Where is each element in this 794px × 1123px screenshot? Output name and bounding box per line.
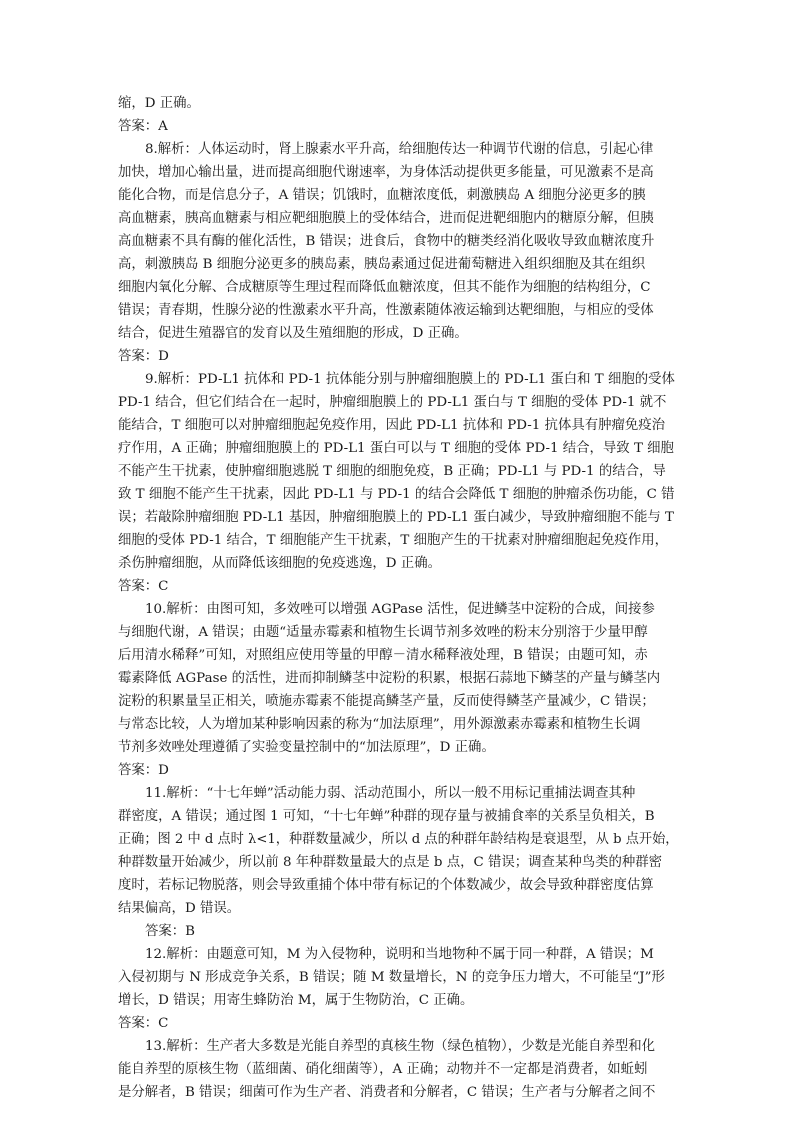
- text-line: 缩，D 正确。: [118, 96, 200, 111]
- explanation-9-line: 9.解析：PD-L1 抗体和 PD-1 抗体能分别与肿瘤细胞膜上的 PD-L1 蛋白和 T 细胞的受体: [145, 372, 675, 387]
- explanation-13-line: 13.解析：生产者大多数是光能自养型的真核生物（绿色植物），少数是光能自养型和化: [145, 1039, 656, 1054]
- text-line: 高血糖素，胰高血糖素与相应靶细胞膜上的受体结合，进而促进靶细胞内的糖原分解，但胰: [118, 211, 654, 226]
- text-line: 杀伤肿瘤细胞，从而降低该细胞的免疫逃逸，D 正确。: [118, 556, 441, 571]
- text-line: 种群数量开始减少，所以前 8 年种群数量最大的点是 b 点，C 错误；调查某种鸟类的种群密: [118, 855, 663, 870]
- explanation-8-line: 8.解析：人体运动时，肾上腺素水平升高，给细胞传达一种调节代谢的信息，引起心律: [145, 142, 654, 157]
- text-line: 能化合物，而是信息分子，A 错误；饥饿时，血糖浓度低，刺激胰岛 A 细胞分泌更多的胰: [118, 188, 646, 203]
- text-line: 霉素降低 AGPase 的活性，进而抑制鳞茎中淀粉的积累，根据石蒜地下鳞茎的产量与鳞茎内: [118, 671, 661, 686]
- text-line: 错误；青春期，性腺分泌的性激素水平升高，性激素随体液运输到达靶细胞，与相应的受体: [118, 303, 654, 318]
- text-line: 能结合，T 细胞可以对肿瘤细胞起免疫作用，因此 PD-L1 抗体和 PD-1 抗体具有肿瘤免疫治: [118, 418, 666, 433]
- text-line: 度时，若标记物脱落，则会导致重捕个体中带有标记的个体数减少，故会导致种群密度估算: [118, 878, 654, 893]
- text-line: 高血糖素不具有酶的催化活性，B 错误；进食后，食物中的糖类经消化吸收导致血糖浓度升: [118, 234, 655, 249]
- text-line: 结合，促进生殖器官的发育以及生殖细胞的形成，D 正确。: [118, 326, 468, 341]
- answer-line: 答案：A: [118, 119, 168, 134]
- text-line: 不能产生干扰素，使肿瘤细胞逃脱 T 细胞的细胞免疫，B 正确；PD-L1 与 PD-1 的结合，导: [118, 464, 666, 479]
- explanation-12-line: 12.解析：由题意可知，M 为入侵物种，说明和当地物种不属于同一种群，A 错误；M: [145, 947, 654, 962]
- text-line: 节剂多效唑处理遵循了实验变量控制中的“加法原理”，D 正确。: [118, 740, 495, 755]
- text-line: 误；若敲除肿瘤细胞 PD-L1 基因，肿瘤细胞膜上的 PD-L1 蛋白减少，导致肿瘤细胞不能与 T: [118, 510, 674, 525]
- text-line: 疗作用，A 正确；肿瘤细胞膜上的 PD-L1 蛋白可以与 T 细胞的受体 PD-1 结合，导致 T 细胞: [118, 441, 674, 456]
- text-line: 是分解者，B 错误；细菌可作为生产者、消费者和分解者，C 错误；生产者与分解者之间不: [118, 1085, 656, 1100]
- text-line: 细胞内氧化分解、合成糖原等生理过程而降低血糖浓度，但其不能作为细胞的结构组分，C: [118, 280, 651, 295]
- text-line: 群密度，A 错误；通过图 1 可知，“十七年蝉”种群的现存量与被捕食率的关系呈负相关，B: [118, 809, 655, 824]
- text-line: 入侵初期与 N 形成竞争关系，B 错误；随 M 数量增长，N 的竞争压力增大，不可能呈“J”形: [118, 970, 665, 985]
- answer-line: 答案：B: [145, 924, 196, 939]
- text-line: 高，刺激胰岛 B 细胞分泌更多的胰岛素，胰岛素通过促进葡萄糖进入组织细胞及其在组织: [118, 257, 646, 272]
- text-line: 与常态比较，人为增加某种影响因素的称为“加法原理”，用外源激素赤霉素和植物生长调: [118, 717, 641, 732]
- text-line: 加快，增加心输出量，进而提高细胞代谢速率，为身体活动提供更多能量，可见激素不是高: [118, 165, 654, 180]
- text-line: 与细胞代谢，A 错误；由题“适量赤霉素和植物生长调节剂多效唑的粉末分别溶于少量甲醇: [118, 625, 648, 640]
- text-line: 细胞的受体 PD-1 结合，T 细胞能产生干扰素，T 细胞产生的干扰素对肿瘤细胞起免疫作用，: [118, 533, 668, 548]
- text-line: 能自养型的原核生物（蓝细菌、硝化细菌等），A 正确；动物并不一定都是消费者，如蚯蚓: [118, 1062, 648, 1077]
- answer-line: 答案：C: [118, 579, 169, 594]
- text-line: PD-1 结合，但它们结合在一起时，肿瘤细胞膜上的 PD-L1 蛋白与 T 细胞的受体 PD-1 就不: [118, 395, 667, 410]
- text-line: 淀粉的积累量呈正相关，喷施赤霉素不能提高鳞茎产量，反而使得鳞茎产量减少，C 错误；: [118, 694, 655, 709]
- explanation-11-line: 11.解析：“十七年蝉”活动能力弱、活动范围小，所以一般不用标记重捕法调查其种: [145, 786, 636, 801]
- answer-line: 答案：D: [118, 763, 169, 778]
- text-line: 结果偏高，D 错误。: [118, 901, 241, 916]
- text-line: 致 T 细胞不能产生干扰素，因此 PD-L1 与 PD-1 的结合会降低 T 细胞的肿瘤杀伤功能，C 错: [118, 487, 675, 502]
- answer-line: 答案：D: [118, 349, 169, 364]
- explanation-10-line: 10.解析：由图可知，多效唑可以增强 AGPase 活性，促进鳞茎中淀粉的合成，间接参: [145, 602, 655, 617]
- text-line: 正确；图 2 中 d 点时 λ<1，种群数量减少，所以 d 点的种群年龄结构是衰退型，从 b 点开始，: [118, 832, 678, 847]
- text-line: 后用清水稀释”可知，对照组应使用等量的甲醇－清水稀释液处理，B 错误；由题可知，赤: [118, 648, 648, 663]
- answer-line: 答案：C: [118, 1016, 169, 1031]
- text-line: 增长，D 错误；用寄生蜂防治 M，属于生物防治，C 正确。: [118, 993, 474, 1008]
